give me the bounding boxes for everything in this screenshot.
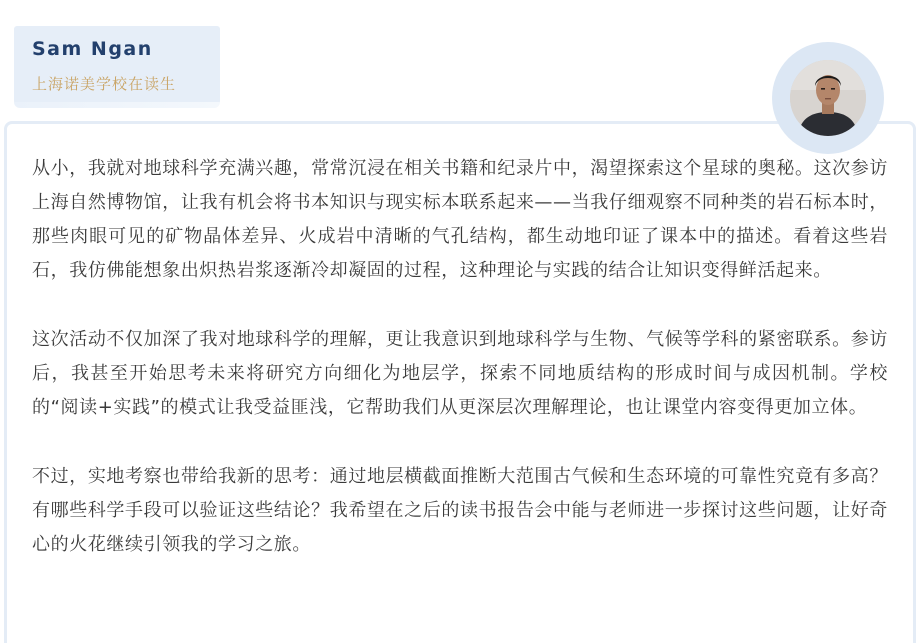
avatar-portrait-icon xyxy=(790,60,866,136)
author-name-tag xyxy=(14,26,220,104)
avatar-ring xyxy=(772,42,884,154)
article-body xyxy=(32,152,888,597)
paragraph-3: 不过，实地考察也带给我新的思考：通过地层横截面推断大范围古气候和生态环境的可靠性究竟有多高？有哪些科学手段可以验证这些结论？我希望在之后的读书报告会中能与老师进一步探讨这些问题，让好奇心的火花继续引领我的学习之旅。 xyxy=(32,466,888,555)
paragraph-1: 从小，我就对地球科学充满兴趣，常常沉浸在相关书籍和纪录片中，渴望探索这个星球的奥秘。这次参访上海自然博物馆，让我有机会将书本知识与现实标本联系起来——当我仔细观察不同种类的岩石标本时，那些肉眼可见的矿物晶体差异、火成岩中清晰的气孔结构，都生动地印证了课本中的描述。看着这些岩石，我仿佛能想象出炽热岩浆逐渐冷却凝固的过程，这种理论与实践的结合让知识变得鲜活起来。 xyxy=(32,158,888,281)
paragraph-2: 这次活动不仅加深了我对地球科学的理解，更让我意识到地球科学与生物、气候等学科的紧密联系。参访后，我甚至开始思考未来将研究方向细化为地层学，探索不同地质结构的形成时间与成因机制。学校的“阅读+实践”的模式让我受益匪浅，它帮助我们从更深层次理解理论，也让课堂内容变得更加立体。 xyxy=(32,329,888,418)
author-school: 上海诺美学校在读生 xyxy=(32,75,177,93)
author-name: Sam Ngan xyxy=(32,38,153,60)
author-avatar xyxy=(790,60,866,136)
